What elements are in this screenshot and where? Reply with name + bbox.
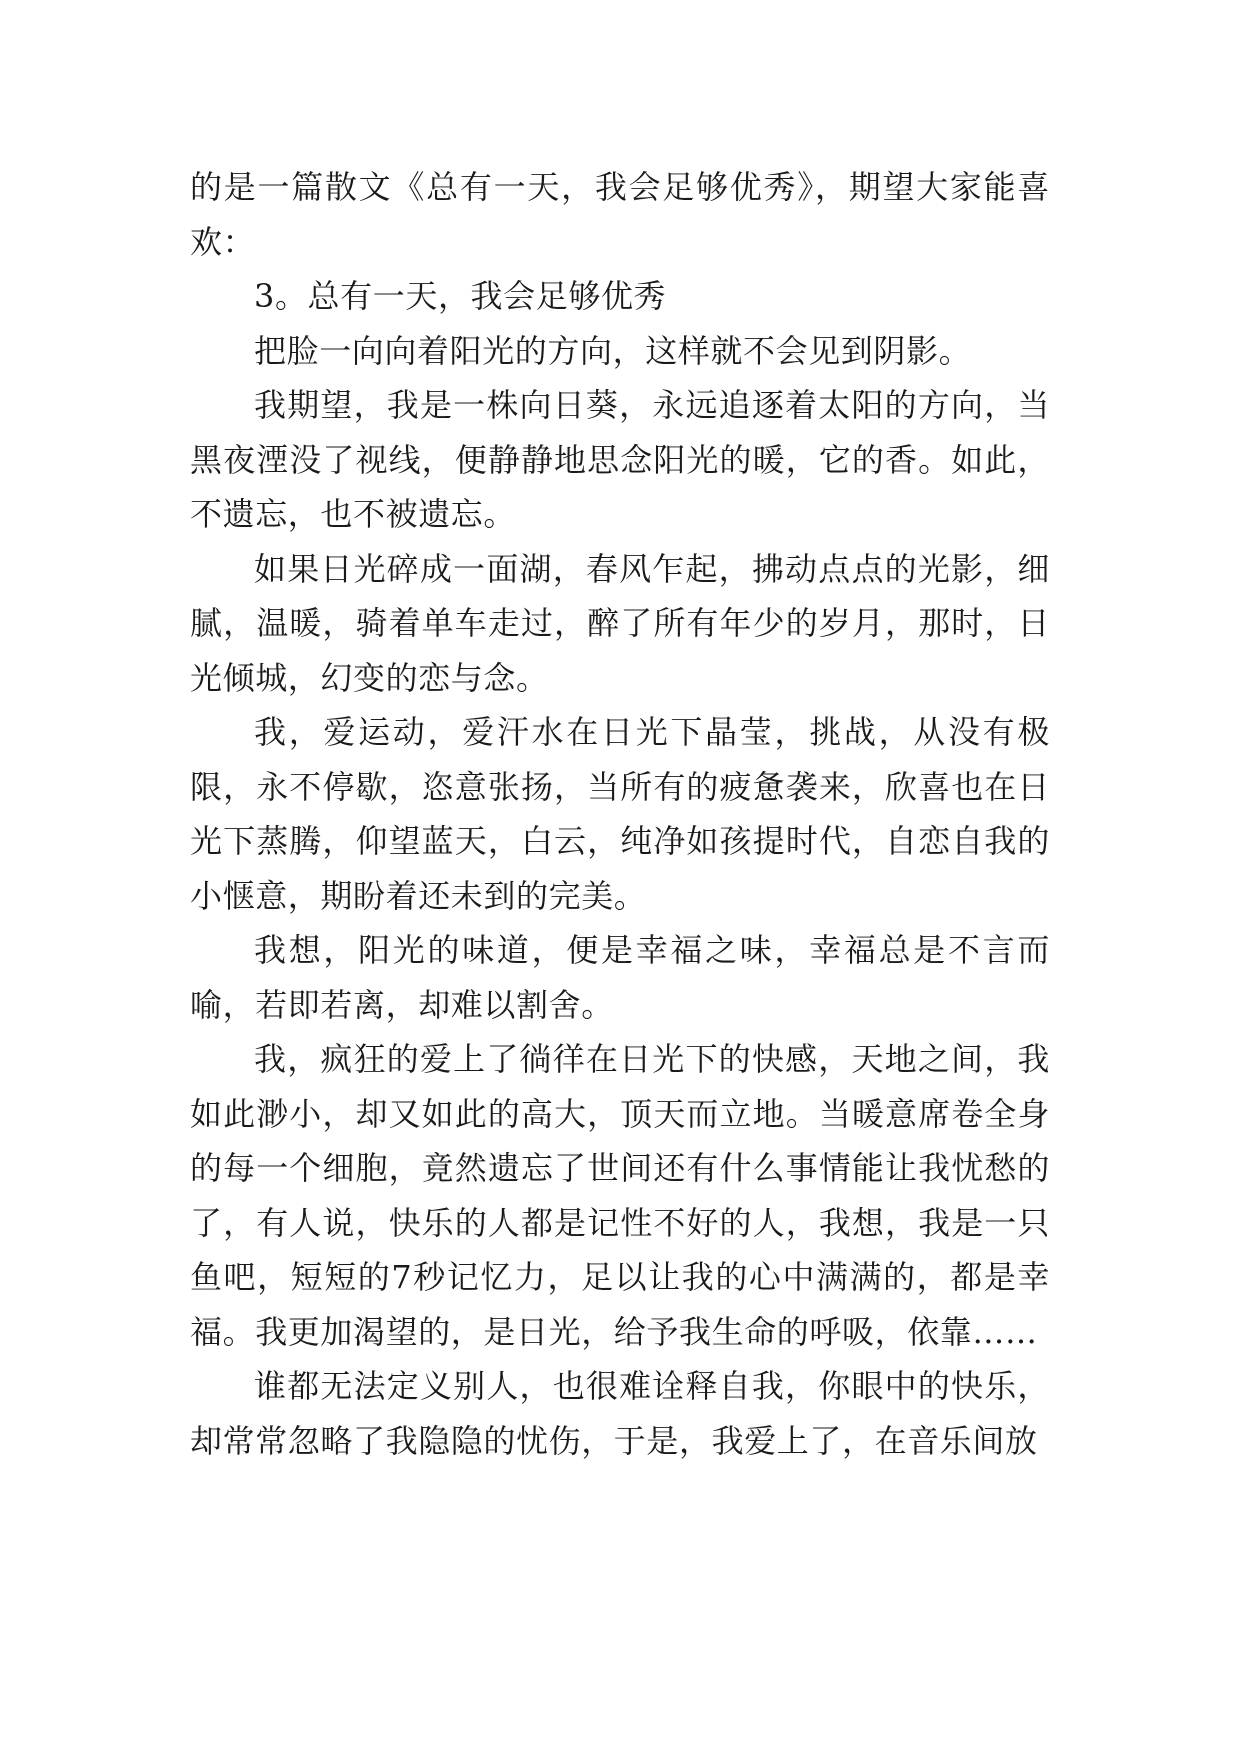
paragraph: 我，爱运动，爱汗水在日光下晶莹，挑战，从没有极限，永不停歇，恣意张扬，当所有的疲惫袭来，欣喜也在日光下蒸腾，仰望蓝天，白云，纯净如孩提时代，自恋自我的小惬意，期盼着还未到的完美。 [190,713,1050,915]
paragraph-continuation: 的是一篇散文《总有一天，我会足够优秀》，期望大家能喜欢： [190,168,1050,261]
paragraph: 我期望，我是一株向日葵，永远追逐着太阳的方向，当黑夜湮没了视线，便静静地思念阳光的暖，它的香。如此，不遗忘，也不被遗忘。 [190,386,1050,533]
paragraph: 如果日光碎成一面湖，春风乍起，拂动点点的光影，细腻，温暖，骑着单车走过，醉了所有年少的岁月，那时，日光倾城，幻变的恋与念。 [190,549,1050,697]
paragraph: 把脸一向向着阳光的方向，这样就不会见到阴影。 [254,331,972,370]
paragraph: 谁都无法定义别人，也很难诠释自我，你眼中的快乐，却常常忽略了我隐隐的忧伤，于是，我爱上了，在音乐间放 [190,1367,1050,1460]
section-heading: 3。总有一天，我会足够优秀 [254,277,667,315]
paragraph: 我，疯狂的爱上了徜徉在日光下的快感，天地之间，我如此渺小，却又如此的高大，顶天而立地。当暖意席卷全身的每一个细胞，竟然遗忘了世间还有什么事情能让我忧愁的了，有人说，快乐的人都是记性不好的人，我想，我是一只鱼吧，短短的7秒记忆力，足以让我的心中满满的，都是幸福。我更加渴望的，是日光，给予我生命的呼吸，依靠…… [190,1040,1050,1351]
paragraph: 我想，阳光的味道，便是幸福之味，幸福总是不言而喻，若即若离，却难以割舍。 [190,931,1050,1024]
document-body [190,160,1050,1468]
